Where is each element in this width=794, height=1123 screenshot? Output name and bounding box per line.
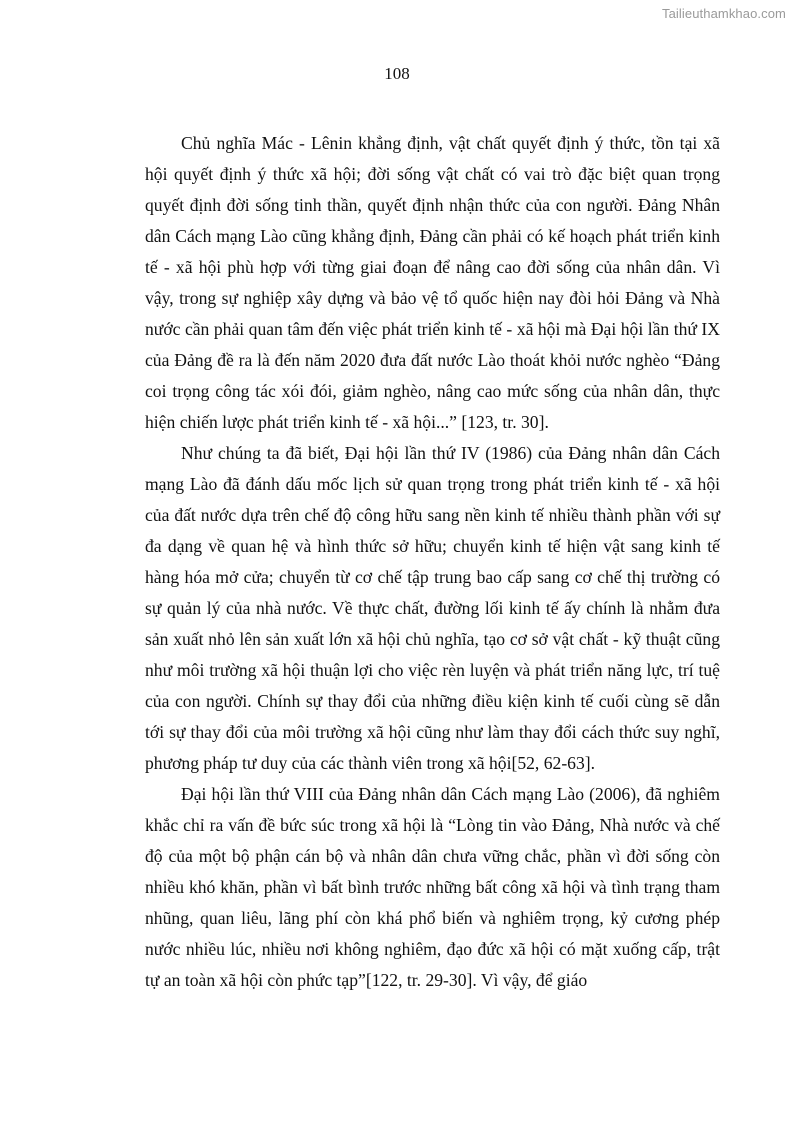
document-body [145,128,720,996]
paragraph-1: Chủ nghĩa Mác - Lênin khẳng định, vật chất quyết định ý thức, tồn tại xã hội quyết định ý thức xã hội; đời sống vật chất có vai trò đặc biệt quan trọng quyết định đời sống tinh thần, quyết định nhận thức của con người. Đảng Nhân dân Cách mạng Lào cũng khẳng định, Đảng cần phải có kế hoạch phát triển kinh tế - xã hội phù hợp với từng giai đoạn để nâng cao đời sống của nhân dân. Vì vậy, trong sự nghiệp xây dựng và bảo vệ tổ quốc hiện nay đòi hỏi Đảng và Nhà nước cần phải quan tâm đến việc phát triển kinh tế - xã hội mà Đại hội lần thứ IX của Đảng đề ra là đến năm 2020 đưa đất nước Lào thoát khỏi nước nghèo “Đảng coi trọng công tác xói đói, giảm nghèo, nâng cao mức sống của nhân dân, thực hiện chiến lược phát triển kinh tế - xã hội...” [123, tr. 30]. [145,133,720,432]
page-number: 108 [384,64,410,83]
watermark: Tailieuthamkhao.com [661,6,786,21]
paragraph-2: Như chúng ta đã biết, Đại hội lần thứ IV (1986) của Đảng nhân dân Cách mạng Lào đã đánh dấu mốc lịch sử quan trọng trong phát triển kinh tế - xã hội của đất nước dựa trên chế độ công hữu sang nền kinh tế nhiều thành phần với sự đa dạng về quan hệ và hình thức sở hữu; chuyển kinh tế hiện vật sang kinh tế hàng hóa mở cửa; chuyển từ cơ chế tập trung bao cấp sang cơ chế thị trường có sự quản lý của nhà nước. Về thực chất, đường lối kinh tế ấy chính là nhằm đưa sản xuất nhỏ lên sản xuất lớn xã hội chủ nghĩa, tạo cơ sở vật chất - kỹ thuật cũng như môi trường xã hội thuận lợi cho việc rèn luyện và phát triển năng lực, trí tuệ của con người. Chính sự thay đổi của những điều kiện kinh tế cuối cùng sẽ dẫn tới sự thay đổi của môi trường xã hội cũng như làm thay đổi cách thức suy nghĩ, phương pháp tư duy của các thành viên trong xã hội[52, 62-63]. [145,443,720,773]
paragraph-3: Đại hội lần thứ VIII của Đảng nhân dân Cách mạng Lào (2006), đã nghiêm khắc chỉ ra vấn đề bức súc trong xã hội là “Lòng tin vào Đảng, Nhà nước và chế độ của một bộ phận cán bộ và nhân dân chưa vững chắc, phần vì đời sống còn nhiều khó khăn, phần vì bất bình trước những bất công xã hội và tình trạng tham nhũng, quan liêu, lãng phí còn khá phổ biến và nghiêm trọng, kỷ cương phép nước nhiều lúc, nhiều nơi không nghiêm, đạo đức xã hội có mặt xuống cấp, trật tự an toàn xã hội còn phức tạp”[122, tr. 29-30]. Vì vậy, để giáo [145,784,720,990]
